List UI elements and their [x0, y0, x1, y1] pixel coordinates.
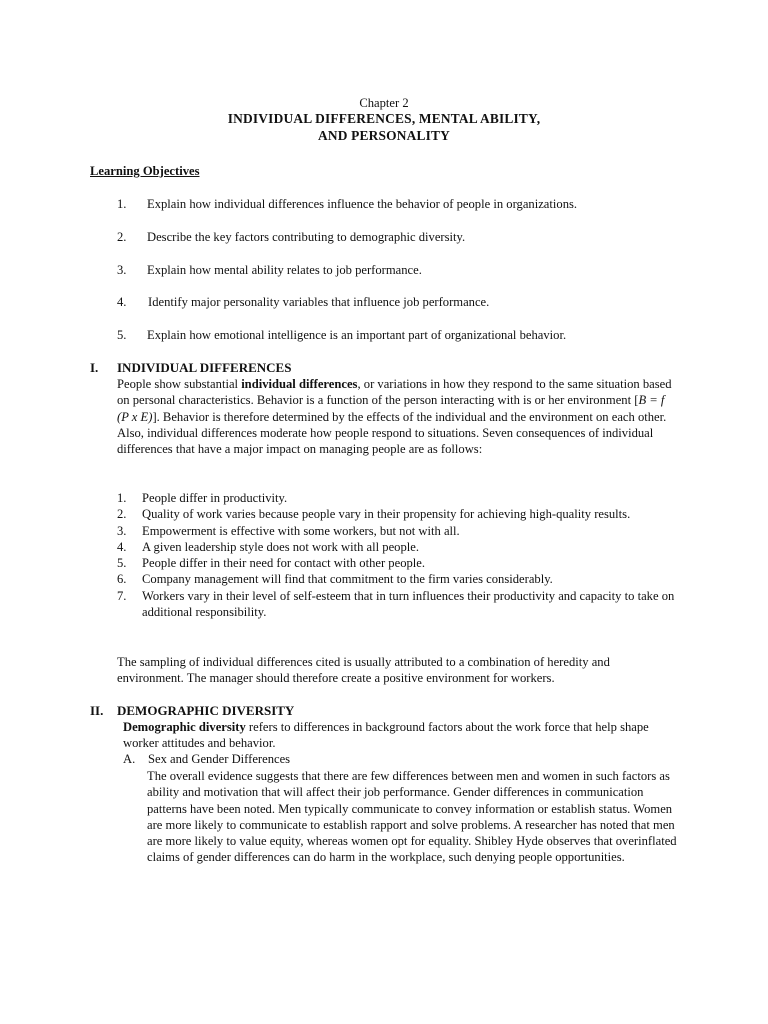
- list-number: 3.: [117, 523, 127, 538]
- learning-objectives-heading: Learning Objectives: [90, 164, 200, 178]
- list-item: [117, 555, 677, 571]
- term-individual-differences: individual differences: [241, 377, 358, 391]
- list-text: A given leadership style does not work with all people.: [142, 539, 420, 554]
- objective-text: Explain how individual differences influence the behavior of people in organizations.: [147, 197, 578, 211]
- individual-differences-intro: [117, 376, 677, 457]
- objective-number: 1.: [117, 197, 127, 211]
- consequences-list: [117, 490, 677, 620]
- objective-text: Explain how mental ability relates to job performance.: [147, 263, 422, 277]
- chapter-title-line1: INDIVIDUAL DIFFERENCES, MENTAL ABILITY,: [227, 111, 541, 126]
- intro-text: , or variations in how they respond to the same situation based on personal characteristics. Behavior is a function of the person interacting with is or her environment [: [117, 377, 672, 408]
- list-item: [117, 571, 677, 587]
- list-item: [117, 539, 677, 555]
- list-number: 5.: [117, 556, 127, 571]
- section-number: II.: [90, 703, 104, 718]
- list-number: 1.: [117, 491, 127, 505]
- section-title: DEMOGRAPHIC DIVERSITY: [117, 703, 295, 718]
- list-number: 7.: [117, 588, 127, 603]
- list-item: [117, 490, 677, 506]
- intro-text: ]. Behavior is therefore determined by the effects of the individual and the environment on each other. Also, individual differences moderate how people respond to situations. Seven consequences of individual differences that have a major impact on managing people are as follows:: [117, 409, 667, 457]
- behavior-formula: B = f (P x E): [117, 393, 665, 424]
- demographic-diversity-intro: [123, 719, 673, 752]
- list-item: [117, 588, 677, 621]
- section-title: INDIVIDUAL DIFFERENCES: [117, 360, 292, 375]
- objective-number: 3.: [117, 263, 127, 277]
- list-number: 6.: [117, 572, 127, 587]
- list-text: Company management will find that commitment to the firm varies considerably.: [142, 572, 553, 587]
- chapter-label: Chapter 2: [359, 96, 409, 110]
- chapter-title-line2: AND PERSONALITY: [317, 128, 451, 143]
- intro-text: People show substantial: [117, 377, 242, 391]
- term-demographic-diversity: Demographic diversity: [123, 720, 246, 734]
- intro-text: refers to differences in background factors about the work force that help shape worker attitudes and behavior.: [123, 720, 649, 751]
- list-text: Quality of work varies because people vary in their propensity for achieving high-quality results.: [142, 507, 631, 522]
- list-item: [117, 506, 677, 522]
- subsection-number: A.: [123, 752, 136, 766]
- objective-number: 5.: [117, 328, 127, 342]
- sex-gender-differences-text: The overall evidence suggests that there are few differences between men and women in such factors as ability and motivation that will affect their job performance. Gender differences in communication patterns have been noted. Men typically communicate to convey information or establish status. Women are more likely to communicate to establish rapport and solve problems. A researcher has noted that men are more likely to value equity, whereas women opt for equality. Shibley Hyde observes that overinflated claims of gender differences can do harm in the workplace, such denying people opportunities.: [147, 769, 677, 865]
- section-number: I.: [90, 360, 99, 375]
- objective-text: Describe the key factors contributing to demographic diversity.: [147, 230, 466, 244]
- subsection-title: Sex and Gender Differences: [148, 752, 291, 766]
- list-text: Workers vary in their level of self-esteem that in turn influences their productivity and capacity to take on additional responsibility.: [142, 588, 675, 620]
- objective-text: Explain how emotional intelligence is an important part of organizational behavior.: [147, 328, 567, 342]
- list-number: 4.: [117, 539, 127, 554]
- objective-number: 2.: [117, 230, 127, 244]
- list-number: 2.: [117, 507, 127, 522]
- objective-text: Identify major personality variables that influence job performance.: [148, 295, 490, 309]
- individual-differences-closing: The sampling of individual differences cited is usually attributed to a combination of heredity and environment. The manager should therefore create a positive environment for workers.: [117, 655, 610, 686]
- list-text: Empowerment is effective with some workers, but not with all.: [142, 523, 460, 538]
- objective-number: 4.: [117, 295, 127, 309]
- list-item: [117, 523, 677, 539]
- list-text: People differ in their need for contact with other people.: [142, 556, 426, 571]
- list-text: People differ in productivity.: [142, 491, 288, 505]
